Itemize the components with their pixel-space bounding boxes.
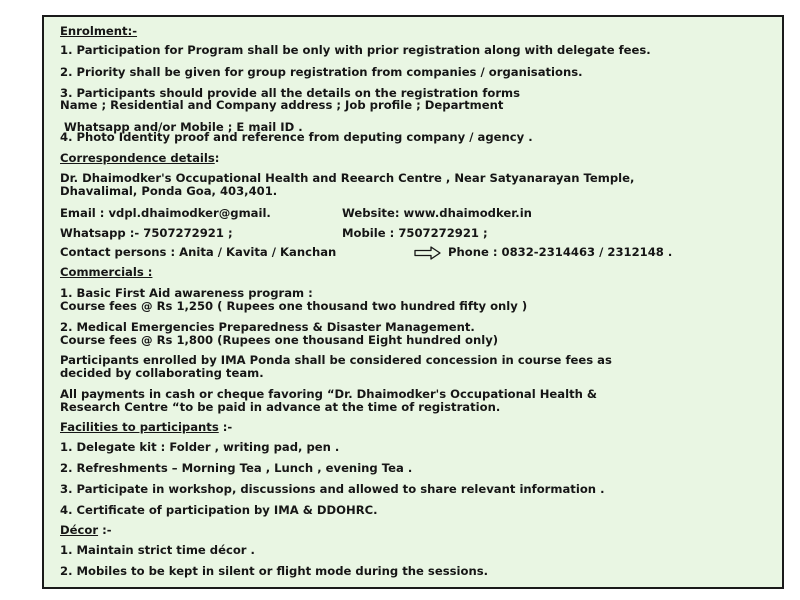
facilities-heading-suffix: :- (218, 420, 233, 434)
decor-heading: Décor (60, 523, 99, 537)
correspondence-heading-suffix: : (214, 151, 220, 165)
decor-heading-suffix: :- (98, 523, 112, 537)
concession-line-2: decided by collaborating team. (60, 366, 264, 380)
enrolment-heading: Enrolment:- (60, 24, 138, 38)
program-1-fees: Course fees @ Rs 1,250 ( Rupees one thousand two hundred fifty only ) (60, 299, 528, 313)
correspondence-heading: Correspondence details (60, 151, 215, 165)
facilities-item-3: 3. Participate in workshop, discussions and allowed to share relevant information . (60, 482, 605, 496)
document-page (42, 15, 784, 589)
enrolment-item-4: 4. Photo Identity proof and reference from deputing company / agency . (60, 130, 533, 144)
mobile-text: Mobile : 7507272921 ; (342, 226, 488, 240)
payment-line-1: All payments in cash or cheque favoring “Dr. Dhaimodker's Occupational Health & (60, 387, 598, 401)
enrolment-item-3-line-3: Whatsapp and/or Mobile ; E mail ID . (64, 120, 303, 134)
website-text: Website: www.dhaimodker.in (342, 206, 532, 220)
address-line-2: Dhavalimal, Ponda Goa, 403,401. (60, 184, 278, 198)
commercials-heading: Commercials : (60, 265, 153, 279)
correspondence-heading-line (60, 152, 219, 165)
contact-persons-text: Contact persons : Anita / Kavita / Kanchan (60, 245, 337, 259)
enrolment-item-1: 1. Participation for Program shall be only with prior registration along with delegate fees. (60, 43, 651, 57)
facilities-item-2: 2. Refreshments – Morning Tea , Lunch , evening Tea . (60, 461, 413, 475)
right-arrow-icon (414, 246, 442, 260)
facilities-heading: Facilities to participants (60, 420, 219, 434)
decor-heading-line (60, 524, 112, 537)
enrolment-item-3-line-2: Name ; Residential and Company address ; Job profile ; Department (60, 98, 504, 112)
program-1-title: 1. Basic First Aid awareness program : (60, 286, 313, 300)
enrolment-item-2: 2. Priority shall be given for group registration from companies / organisations. (60, 65, 583, 79)
whatsapp-text: Whatsapp :- 7507272921 ; (60, 226, 233, 240)
decor-item-1: 1. Maintain strict time décor . (60, 543, 255, 557)
payment-line-2: Research Centre “to be paid in advance at the time of registration. (60, 400, 501, 414)
facilities-item-1: 1. Delegate kit : Folder , writing pad, pen . (60, 440, 340, 454)
program-2-title: 2. Medical Emergencies Preparedness & Disaster Management. (60, 320, 475, 334)
address-line-1: Dr. Dhaimodker's Occupational Health and Reearch Centre , Near Satyanarayan Temple, (60, 171, 635, 185)
concession-line-1: Participants enrolled by IMA Ponda shall be considered concession in course fees as (60, 353, 612, 367)
program-2-fees: Course fees @ Rs 1,800 (Rupees one thousand Eight hundred only) (60, 333, 499, 347)
enrolment-item-3-line-1: 3. Participants should provide all the details on the registration forms (60, 86, 521, 100)
phone-text: Phone : 0832-2314463 / 2312148 . (448, 245, 673, 259)
email-text: Email : vdpl.dhaimodker@gmail. (60, 206, 271, 220)
facilities-item-4: 4. Certificate of participation by IMA & DDOHRC. (60, 503, 378, 517)
decor-item-2: 2. Mobiles to be kept in silent or flight mode during the sessions. (60, 564, 489, 578)
facilities-heading-line (60, 421, 232, 434)
